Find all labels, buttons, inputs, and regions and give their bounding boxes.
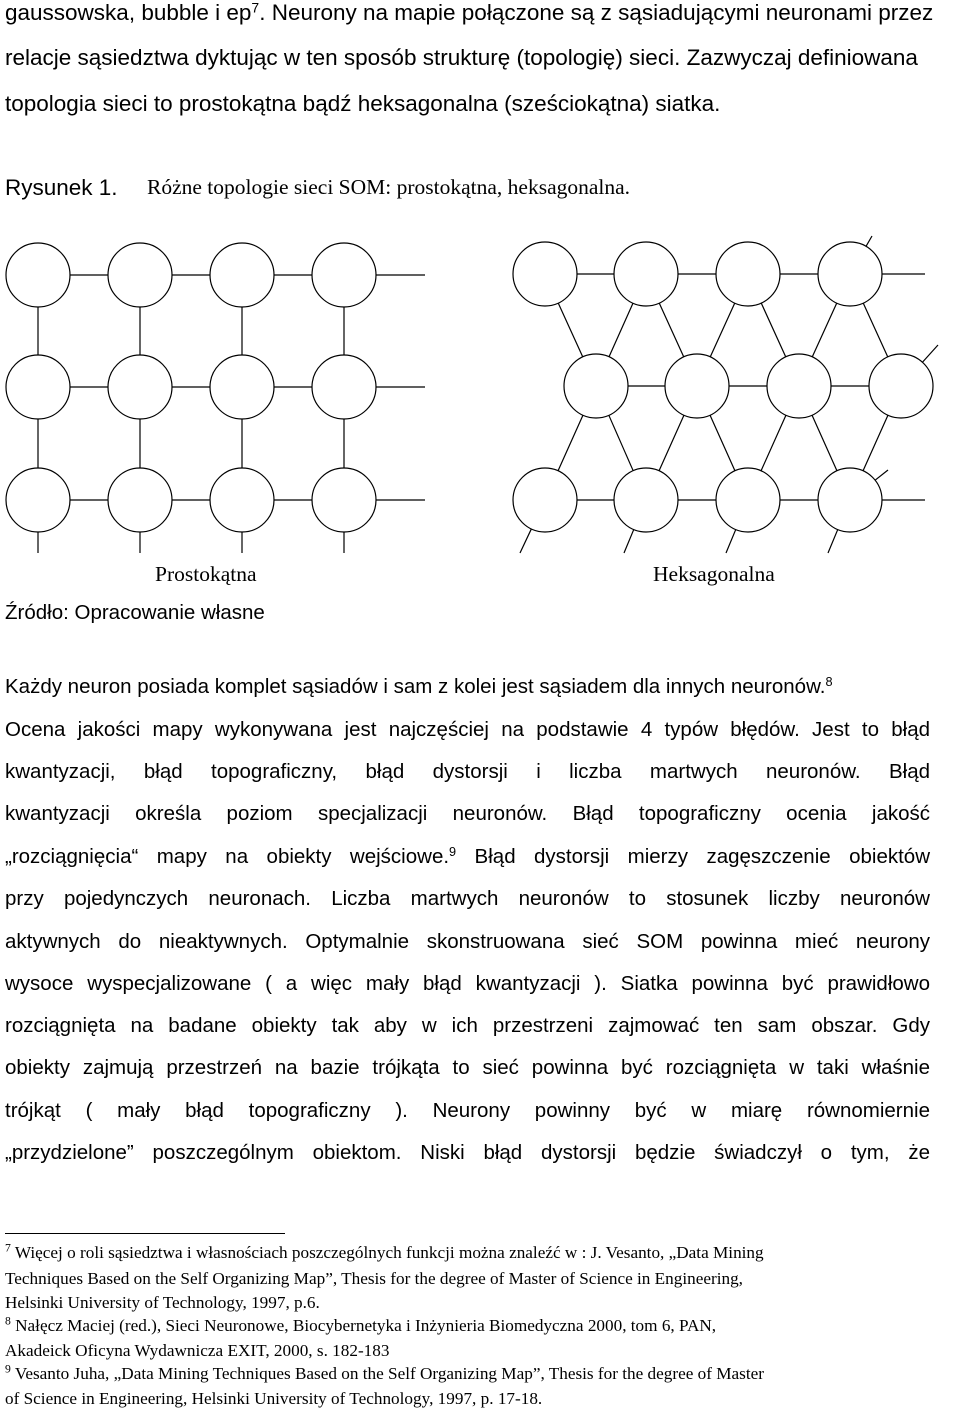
footnote-8-line-2: Akadeick Oficyna Wydawnicza EXIT, 2000, s. 182-183 <box>5 1341 390 1360</box>
hex-link-diag <box>558 415 583 471</box>
hex-link-stub <box>520 529 531 553</box>
footnote-7-line-1: $^7$ Więcej o roli sąsiedztwa i własnościach poszczególnych funkcji można znaleźć w : J. Vesanto, „Data Mining <box>5 1241 764 1262</box>
top-line-1: gaussowska, bubble i $ep^7$. Neurony na mapie połączone są z sąsiadującymi neuronami przez <box>5 0 934 25</box>
som-topology-figure <box>0 0 960 560</box>
rect-neuron <box>312 355 376 419</box>
hex-link-stub <box>866 236 872 246</box>
hex-link-diag <box>761 415 786 471</box>
hex-neuron <box>665 354 729 418</box>
hex-link-diag <box>659 415 684 471</box>
rect-neuron <box>210 468 274 532</box>
footnote-number: 9 <box>5 1362 11 1376</box>
body-line-11: trójkąt ( mały błąd topograficzny ). Neurony powinny być w miarę równomiernie <box>5 1099 930 1122</box>
hex-neuron <box>869 354 933 418</box>
footnote-ref-8[interactable]: 8 <box>825 674 833 690</box>
hex-neuron <box>818 468 882 532</box>
hex-link-diag <box>863 415 888 471</box>
hex-neuron <box>767 354 831 418</box>
body-line-6: przy pojedynczych neuronach. Liczba martwych neuronów to stosunek liczby neuronów <box>5 887 930 910</box>
hex-neuron <box>716 468 780 532</box>
body-line-7: aktywnych do nieaktywnych. Optymalnie skonstruowana sieć SOM powinna mieć neurony <box>5 930 930 953</box>
rect-neuron <box>312 468 376 532</box>
hex-link-diag <box>609 303 633 357</box>
body-line-12: „przydzielone” poszczególnym obiektom. Niski błąd dystorsji będzie świadczył o tym, że <box>5 1141 930 1164</box>
body-line-9: rozciągnięta na badane obiekty tak aby w ich przestrzeni zajmować ten sam obszar. Gdy <box>5 1014 930 1037</box>
rect-neuron <box>312 243 376 307</box>
hex-link-stub <box>726 530 736 553</box>
hex-neuron <box>614 242 678 306</box>
hex-link-stub <box>922 345 938 362</box>
footnote-7-line-3: Helsinki University of Technology, 1997, p.6. <box>5 1293 320 1312</box>
rectangular-grid <box>6 243 425 553</box>
rect-label: Prostokątna <box>155 562 257 586</box>
hex-neuron <box>513 468 577 532</box>
figure-label: Rysunek 1. <box>5 175 118 200</box>
rect-neuron <box>6 243 70 307</box>
body-line-2: Ocena jakości mapy wykonywana jest najczęściej na podstawie 4 typów błędów. Jest to błąd <box>5 718 930 741</box>
top-line-3: topologia sieci to prostokątna bądź heksagonalna (sześciokątna) siatka. <box>5 91 721 116</box>
hex-link-stub <box>875 470 888 480</box>
rect-neuron <box>210 355 274 419</box>
top-line-2: relacje sąsiedztwa dyktując w ten sposób strukturę (topologię) sieci. Zazwyczaj definiowana <box>5 45 918 70</box>
hex-link-diag <box>710 303 734 357</box>
hexagonal-grid <box>513 236 938 553</box>
body-line-8: wysoce wyspecjalizowane ( a więc mały błąd kwantyzacji ). Siatka powinna być prawidłowo <box>5 972 930 995</box>
rect-neuron <box>210 243 274 307</box>
hex-neuron <box>614 468 678 532</box>
hex-link-diag <box>812 303 836 357</box>
footnote-ref-7[interactable]: 7 <box>251 0 260 16</box>
hex-link-stub <box>828 530 838 553</box>
footnote-8-line-1: $^8$ Nałęcz Maciej (red.), Sieci Neuronowe, Biocybernetyka i Inżynieria Biomedyczna 2000, tom 6, PAN, <box>5 1314 717 1335</box>
hex-neuron <box>716 242 780 306</box>
footnote-rule <box>5 1233 285 1234</box>
rect-neuron <box>6 468 70 532</box>
rect-neuron <box>108 243 172 307</box>
body-line-1: Każdy neuron posiada komplet sąsiadów i sam z kolei jest sąsiadem dla innych neuronów.$^8$ <box>5 674 833 698</box>
hex-link-diag <box>863 303 887 357</box>
body-line-10: obiekty zajmują przestrzeń na bazie trójkąta to sieć powinna być rozciągnięta w taki właśnie <box>5 1056 930 1079</box>
body-line-3: kwantyzacji, błąd topograficzny, błąd dystorsji i liczba martwych neuronów. Błąd <box>5 760 930 783</box>
rect-neuron <box>108 468 172 532</box>
body-line-5: „rozciągnięcia“ mapy na obiekty wejściowe.$^9$ Błąd dystorsji mierzy zagęszczenie obiektów <box>5 844 930 868</box>
hex-neuron <box>564 354 628 418</box>
hex-link-diag <box>812 415 837 471</box>
footnote-ref-9[interactable]: 9 <box>449 844 457 860</box>
hex-link-stub <box>624 530 634 553</box>
footnote-number: 7 <box>5 1241 11 1255</box>
hex-link-diag <box>761 303 785 357</box>
hex-link-diag <box>659 303 683 357</box>
footnote-9-line-2: of Science in Engineering, Helsinki University of Technology, 1997, p. 17-18. <box>5 1389 543 1408</box>
hex-link-diag <box>558 303 582 357</box>
figure-caption: Różne topologie sieci SOM: prostokątna, heksagonalna. <box>147 175 631 199</box>
hex-link-diag <box>710 415 735 471</box>
rect-neuron <box>108 355 172 419</box>
hex-neuron <box>818 242 882 306</box>
hex-link-diag <box>609 415 633 470</box>
body-line-4: kwantyzacji określa poziom specjalizacji neuronów. Błąd topograficzny ocenia jakość <box>5 802 930 825</box>
footnote-number: 8 <box>5 1314 11 1328</box>
figure-source: Źródło: Opracowanie własne <box>5 601 265 624</box>
footnote-9-line-1: $^9$ Vesanto Juha, „Data Mining Techniques Based on the Self Organizing Map”, Thesis for the degree of Master <box>5 1362 764 1383</box>
hex-label: Heksagonalna <box>653 562 775 586</box>
hex-neuron <box>513 242 577 306</box>
rect-neuron <box>6 355 70 419</box>
footnote-7-line-2: Techniques Based on the Self Organizing Map”, Thesis for the degree of Master of Science in Engineering, <box>5 1269 743 1288</box>
